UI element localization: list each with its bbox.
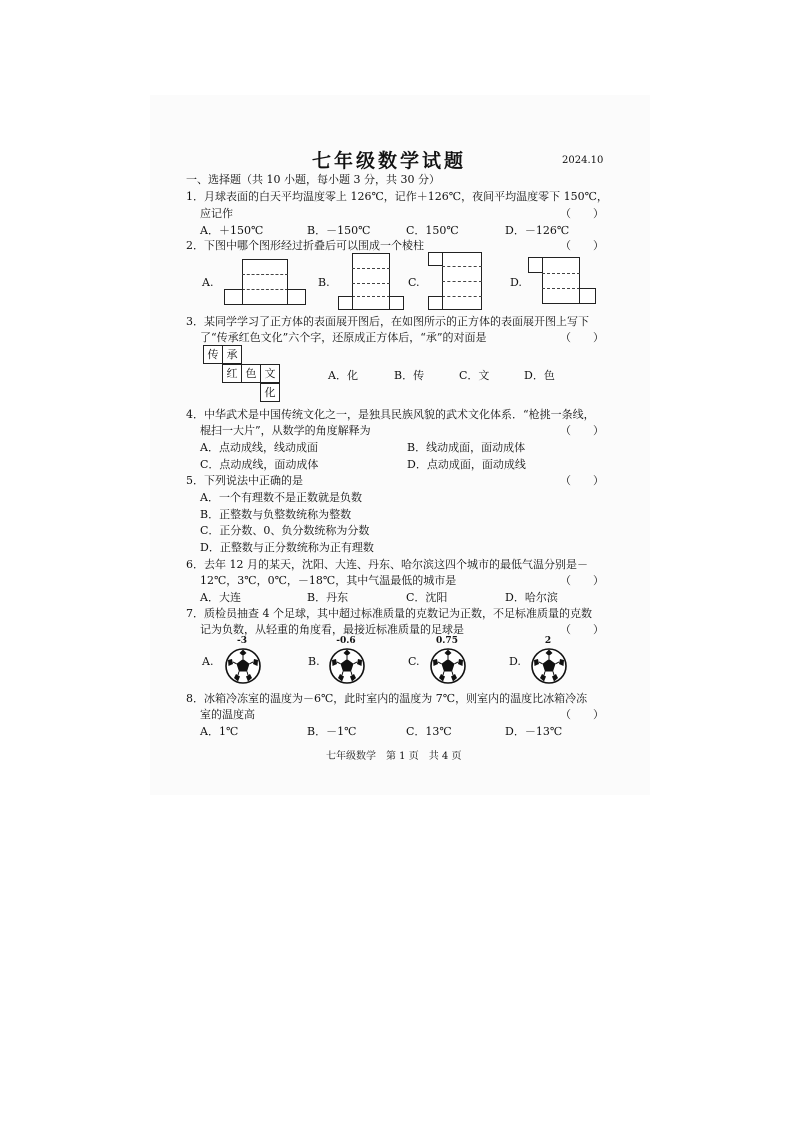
net-cell-6: 化 xyxy=(260,383,280,402)
ball-b-value: -0.6 xyxy=(336,636,356,646)
q4-answer-blank: （ ） xyxy=(560,424,604,437)
soccer-ball-b-icon xyxy=(329,648,365,684)
net-cell-4: 色 xyxy=(241,364,261,383)
q4-text-line2: 棍扫一大片”，从数学的角度解释为 xyxy=(200,424,371,437)
q3-text-line2: 了“传承红色文化”六个字，还原成正方体后，“承”的对面是 xyxy=(200,331,487,344)
q6-option-b: B．丹东 xyxy=(307,591,349,604)
q6-text-line1: 6．去年 12 月的某天，沈阳、大连、丹东、哈尔滨这四个城市的最低气温分别是－ xyxy=(186,558,588,571)
page-title: 七年级数学试题 xyxy=(312,150,467,172)
q4-option-c: C．点动成线，面动成体 xyxy=(200,458,319,471)
q8-option-b: B．－1℃ xyxy=(307,725,357,738)
net-cell-5: 文 xyxy=(260,364,280,383)
q3-option-d: D．色 xyxy=(524,369,555,382)
q1-option-c: C．150℃ xyxy=(406,224,459,237)
soccer-ball-c-icon xyxy=(430,648,466,684)
q8-option-d: D．－13℃ xyxy=(505,725,563,738)
q4-option-d: D．点动成面，面动成线 xyxy=(407,458,526,471)
q2-option-d: D. xyxy=(510,276,522,289)
q8-text-line1: 8．冰箱冷冻室的温度为－6℃，此时室内的温度为 7℃，则室内的温度比冰箱冷冻 xyxy=(186,692,588,705)
q5-text-line1: 5．下列说法中正确的是 xyxy=(186,474,303,487)
q2-option-a: A. xyxy=(202,276,214,289)
section-heading: 一、选择题（共 10 小题，每小题 3 分，共 30 分） xyxy=(186,173,440,186)
q3-option-b: B．传 xyxy=(394,369,425,382)
q1-option-d: D．－126℃ xyxy=(505,224,570,237)
q6-answer-blank: （ ） xyxy=(560,574,604,587)
q3-answer-blank: （ ） xyxy=(560,331,604,344)
q6-text-line2: 12℃，3℃，0℃，－18℃，其中气温最低的城市是 xyxy=(200,574,457,587)
q7-option-c: C. xyxy=(408,655,420,668)
ball-d-value: 2 xyxy=(544,636,552,646)
q7-text-line1: 7．质检员抽查 4 个足球，其中超过标准质量的克数记为正数，不足标准质量的克数 xyxy=(186,607,592,620)
q3-text-line1: 3．某同学学习了正方体的表面展开图后，在如图所示的正方体的表面展开图上写下 xyxy=(186,315,589,328)
q5-option-b: B．正整数与负整数统称为整数 xyxy=(200,508,352,521)
q5-option-c: C．正分数、0、负分数统称为分数 xyxy=(200,524,370,537)
ball-c-value: 0.75 xyxy=(436,636,458,646)
q2-option-b: B. xyxy=(318,276,330,289)
q4-option-b: B．线动成面，面动成体 xyxy=(407,441,526,454)
q7-option-a: A. xyxy=(202,655,214,668)
q5-answer-blank: （ ） xyxy=(560,474,604,487)
q3-option-c: C．文 xyxy=(459,369,490,382)
q7-option-b: B. xyxy=(308,655,320,668)
q5-option-a: A．一个有理数不是正数就是负数 xyxy=(200,491,362,504)
q7-option-d: D. xyxy=(509,655,521,668)
q2-option-c: C. xyxy=(408,276,420,289)
q8-text-line2: 室的温度高 xyxy=(200,708,255,721)
q8-answer-blank: （ ） xyxy=(560,708,604,721)
q1-option-a: A．＋150℃ xyxy=(200,224,264,237)
soccer-ball-d-icon xyxy=(531,648,567,684)
net-cell-1: 传 xyxy=(203,345,223,364)
q6-option-d: D．哈尔滨 xyxy=(505,591,558,604)
q6-option-a: A．大连 xyxy=(200,591,241,604)
q8-option-c: C．13℃ xyxy=(406,725,452,738)
q7-answer-blank: （ ） xyxy=(560,623,604,636)
page-footer: 七年级数学 第 1 页 共 4 页 xyxy=(326,751,462,762)
q2-text-line1: 2．下图中哪个图形经过折叠后可以围成一个棱柱 xyxy=(186,239,424,252)
q5-option-d: D．正整数与正分数统称为正有理数 xyxy=(200,541,374,554)
q1-text-line2: 应记作 xyxy=(200,207,233,220)
q1-option-b: B．－150℃ xyxy=(307,224,371,237)
q1-answer-blank: （ ） xyxy=(560,207,604,220)
ball-a-value: -3 xyxy=(237,636,247,646)
q1-text-line1: 1．月球表面的白天平均温度零上 126℃，记作＋126℃，夜间平均温度零下 150℃， xyxy=(186,190,608,203)
q4-option-a: A．点动成线，线动成面 xyxy=(200,441,318,454)
net-cell-2: 承 xyxy=(222,345,242,364)
net-cell-3: 红 xyxy=(222,364,242,383)
q7-text-line2: 记为负数，从轻重的角度看，最接近标准质量的足球是 xyxy=(200,623,464,636)
q6-option-c: C．沈阳 xyxy=(406,591,448,604)
q3-option-a: A．化 xyxy=(328,369,358,382)
q8-option-a: A．1℃ xyxy=(200,725,239,738)
soccer-ball-a-icon xyxy=(225,648,261,684)
q4-text-line1: 4．中华武术是中国传统文化之一，是独具民族风貌的武术文化体系．“枪挑一条线， xyxy=(186,408,595,421)
q2-answer-blank: （ ） xyxy=(560,239,604,252)
exam-date: 2024.10 xyxy=(562,155,604,166)
